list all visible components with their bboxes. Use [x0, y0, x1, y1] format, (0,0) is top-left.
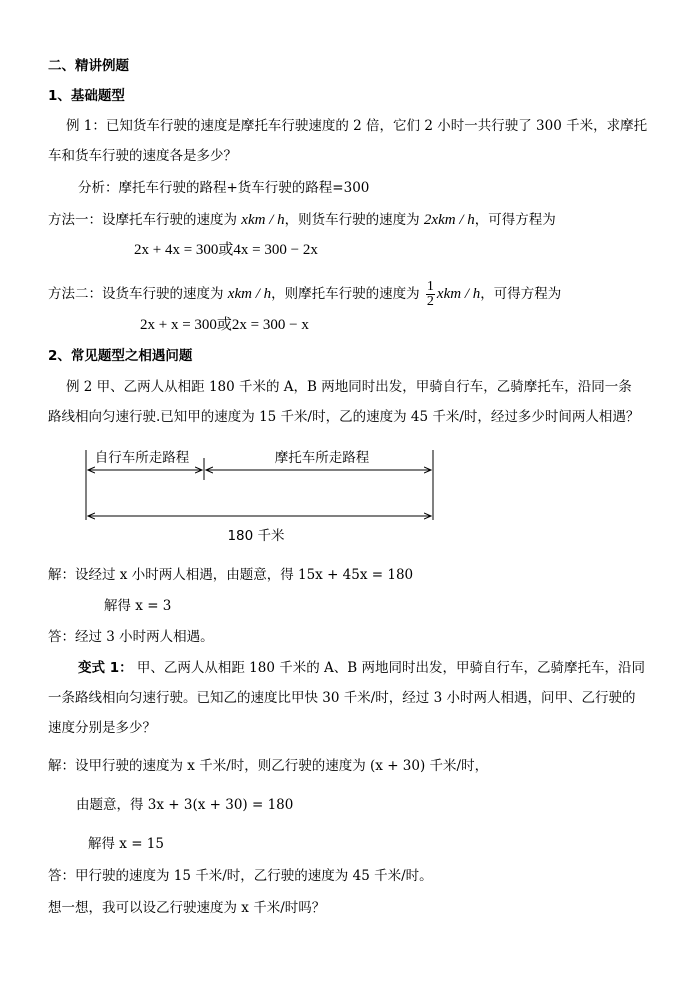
diagram-label-total: 180 千米	[227, 528, 285, 544]
method1-var2: 2xkm / h	[423, 212, 475, 228]
method2-suffix: ，可得方程为	[480, 286, 562, 302]
diagram-label-bike: 自行车所走路程	[94, 450, 190, 466]
solution3-line1: 解：设甲行驶的速度为 x 千米/时，则乙行驶的速度为 (x + 30) 千米/时，	[48, 758, 489, 774]
example2-line1: 例 2 甲、乙两人从相距 180 千米的 A，B 两地同时出发，甲骑自行车，乙骑摩托车，沿同一条	[66, 379, 632, 395]
variant1-label: 变式 1：	[78, 660, 133, 676]
method2-line	[48, 280, 561, 309]
equation2: 2x + x = 300或2x = 300 − x	[140, 317, 309, 333]
method1-line	[48, 210, 556, 230]
variant1-line2: 一条路线相向匀速行驶。已知乙的速度比甲快 30 千米/时，经过 3 小时两人相遇，问甲、乙行驶的	[48, 690, 636, 706]
method2-var2: xkm / h	[436, 286, 481, 302]
method1-mid: ，则货车行驶的速度为	[284, 212, 424, 228]
think-question: 想一想，我可以设乙行驶速度为 x 千米/时吗？	[48, 900, 326, 916]
method2-mid: ，则摩托车行驶的速度为	[271, 286, 424, 302]
method2-var: xkm / h	[227, 286, 272, 302]
method1-var: xkm / h	[241, 212, 285, 228]
distance-diagram	[78, 438, 448, 548]
method2-prefix: 方法二：设货车行驶的速度为	[48, 286, 228, 302]
example1-line2: 车和货车行驶的速度各是多少？	[48, 148, 237, 164]
solution3-line3: 解得 x = 15	[88, 836, 164, 852]
variant1-text: 甲、乙两人从相距 180 千米的 A、B 两地同时出发，甲骑自行车，乙骑摩托车，沿同	[132, 660, 645, 676]
solution3-line2: 由题意，得 3x + 3(x + 30) = 180	[76, 797, 294, 813]
section-title: 二、精讲例题	[48, 58, 129, 74]
fraction-one-half: $\frac{1}{2}$	[426, 279, 434, 309]
answer3: 答：甲行驶的速度为 15 千米/时，乙行驶的速度为 45 千米/时。	[48, 868, 433, 884]
method1-prefix: 方法一：设摩托车行驶的速度为	[48, 212, 242, 228]
diagram-label-motorbike: 摩托车所走路程	[274, 450, 370, 466]
example1-line1: 例 1：已知货车行驶的速度是摩托车行驶速度的 2 倍，它们 2 小时一共行驶了 300 千米，求摩托	[66, 118, 648, 134]
variant1-line3: 速度分别是多少？	[48, 720, 156, 736]
equation1: 2x + 4x = 300或4x = 300 − 2x	[134, 242, 318, 258]
subsection-title-basic: 1、基础题型	[48, 88, 125, 104]
variant1-line1	[78, 658, 645, 678]
subsection-title-meeting: 2、常见题型之相遇问题	[48, 348, 193, 364]
solution2-line1: 解：设经过 x 小时两人相遇，由题意，得 15x + 45x = 180	[48, 567, 414, 583]
method1-suffix: ，可得方程为	[474, 212, 556, 228]
example2-line2: 路线相向匀速行驶.已知甲的速度为 15 千米/时，乙的速度为 45 千米/时，经过多少时间两人相遇？	[48, 409, 640, 425]
solution2-line2: 解得 x = 3	[104, 598, 172, 614]
example1-analysis: 分析：摩托车行驶的路程+货车行驶的路程=300	[78, 180, 370, 196]
answer2: 答：经过 3 小时两人相遇。	[48, 629, 214, 645]
